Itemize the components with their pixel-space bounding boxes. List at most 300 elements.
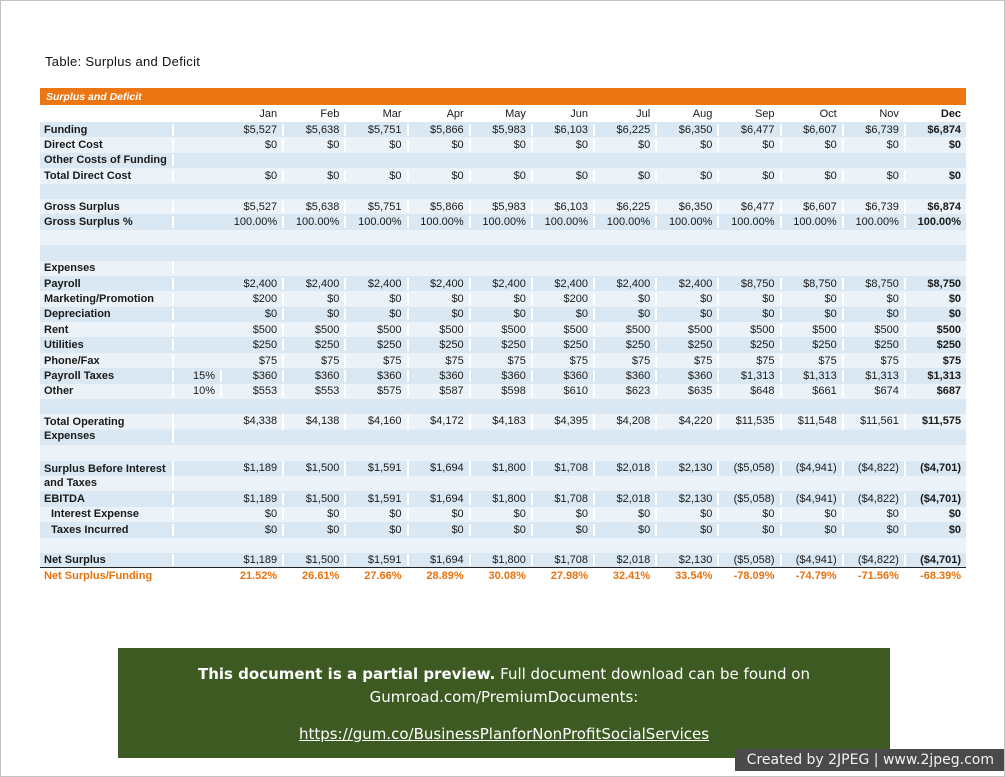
cell-aug: 100.00% — [657, 216, 719, 228]
row-utilities — [40, 337, 966, 352]
cell-nov: -71.56% — [844, 570, 906, 582]
month-header-jun: Jun — [533, 108, 595, 120]
cell-mar: $500 — [346, 324, 408, 336]
cell-mar: $1,591 — [346, 554, 408, 566]
cell-nov: $0 — [844, 308, 906, 320]
cell-feb: $0 — [284, 293, 346, 305]
cell-oct: $0 — [782, 524, 844, 536]
cell-nov: $8,750 — [844, 278, 906, 290]
cell-jul: $2,018 — [595, 461, 657, 476]
preview-banner — [118, 648, 890, 758]
cell-jun: $4,395 — [533, 414, 595, 429]
cell-may: $0 — [471, 308, 533, 320]
cell-oct: $6,607 — [782, 124, 844, 136]
cell-may: $0 — [471, 293, 533, 305]
cell-sep: $75 — [719, 355, 781, 367]
cell-jun: $6,103 — [533, 201, 595, 213]
preview-banner-line2: Gumroad.com/PremiumDocuments: — [369, 688, 639, 706]
cell-mar: $1,591 — [346, 461, 408, 476]
cell-aug: $2,130 — [657, 493, 719, 505]
cell-oct: $0 — [782, 508, 844, 520]
cell-apr: $4,172 — [409, 414, 471, 429]
cell-dec: $0 — [948, 169, 962, 182]
cell-sep: $0 — [719, 139, 781, 151]
cell-feb: $1,500 — [284, 493, 346, 505]
cell-aug: $2,130 — [657, 461, 719, 476]
row-label: Interest Expense — [40, 508, 174, 520]
cell-may: $5,983 — [471, 124, 533, 136]
cell-oct: $250 — [782, 339, 844, 351]
cell-jan: 21.52% — [222, 570, 284, 582]
month-header-jan: Jan — [222, 108, 284, 120]
cell-dec: $0 — [948, 139, 962, 152]
cell-sep: $500 — [719, 324, 781, 336]
cell-jan: $360 — [222, 370, 284, 382]
cell-jun: $75 — [533, 355, 595, 367]
cell-jan: $0 — [222, 524, 284, 536]
cell-nov: $0 — [844, 508, 906, 520]
row-label: Other — [40, 385, 174, 397]
cell-sep: $0 — [719, 308, 781, 320]
cell-jun: $0 — [533, 524, 595, 536]
cell-oct: ($4,941) — [782, 554, 844, 566]
cell-may: $250 — [471, 339, 533, 351]
cell-nov: $75 — [844, 355, 906, 367]
cell-feb: $0 — [284, 170, 346, 182]
cell-nov: $0 — [844, 293, 906, 305]
cell-aug: $2,130 — [657, 554, 719, 566]
row-marketing-promotion — [40, 291, 966, 306]
cell-mar: $575 — [346, 385, 408, 397]
cell-apr: $1,694 — [409, 554, 471, 566]
cell-mar: $0 — [346, 308, 408, 320]
gumroad-link[interactable]: https://gum.co/BusinessPlanforNonProfitSocialServices — [298, 725, 710, 743]
row-label: Net Surplus — [40, 554, 174, 566]
cell-jan: $553 — [222, 385, 284, 397]
cell-jan: $0 — [222, 139, 284, 151]
cell-jul: 32.41% — [595, 570, 657, 582]
cell-sep: $8,750 — [719, 278, 781, 290]
month-header-feb: Feb — [284, 108, 346, 120]
cell-sep: $1,313 — [719, 370, 781, 382]
spacer-row — [40, 399, 966, 414]
cell-jul: $0 — [595, 293, 657, 305]
cell-apr: 100.00% — [409, 216, 471, 228]
cell-jul: $4,208 — [595, 414, 657, 429]
cell-jul: $2,400 — [595, 278, 657, 290]
row-label: Depreciation — [40, 308, 174, 320]
cell-aug: $4,220 — [657, 414, 719, 429]
cell-aug: $0 — [657, 524, 719, 536]
cell-oct: ($4,941) — [782, 461, 844, 476]
cell-nov: 100.00% — [844, 216, 906, 228]
cell-feb: $2,400 — [284, 278, 346, 290]
cell-dec: $500 — [936, 323, 962, 336]
cell-sep: $6,477 — [719, 124, 781, 136]
cell-jan: $1,189 — [222, 554, 284, 566]
cell-apr: $250 — [409, 339, 471, 351]
cell-may: $598 — [471, 385, 533, 397]
cell-sep: $648 — [719, 385, 781, 397]
cell-nov: $6,739 — [844, 201, 906, 213]
cell-may: 100.00% — [471, 216, 533, 228]
preview-banner-rest: Full document download can be found on — [495, 665, 810, 683]
cell-apr: $500 — [409, 324, 471, 336]
cell-oct: $6,607 — [782, 201, 844, 213]
spacer-row — [40, 245, 966, 260]
cell-mar: $0 — [346, 170, 408, 182]
row-gross-surplus — [40, 199, 966, 214]
preview-banner-line1 — [118, 663, 890, 686]
cell-jun: $1,708 — [533, 493, 595, 505]
cell-mar: $360 — [346, 370, 408, 382]
cell-dec: $1,313 — [927, 369, 962, 382]
cell-oct: $0 — [782, 170, 844, 182]
spacer-row — [40, 445, 966, 460]
cell-nov: $0 — [844, 524, 906, 536]
cell-apr: $1,694 — [409, 461, 471, 476]
row-label: Net Surplus/Funding — [40, 570, 174, 582]
cell-jan: $1,189 — [222, 493, 284, 505]
cell-dec: $0 — [948, 292, 962, 305]
row-interest-expense — [40, 507, 966, 522]
row-expenses — [40, 261, 966, 276]
cell-jan: $2,400 — [222, 278, 284, 290]
cell-nov: $6,739 — [844, 124, 906, 136]
cell-jun: $610 — [533, 385, 595, 397]
cell-jun: $1,708 — [533, 461, 595, 476]
row-ebitda — [40, 491, 966, 506]
cell-feb: 26.61% — [284, 570, 346, 582]
cell-may: $4,183 — [471, 414, 533, 429]
row-payroll — [40, 276, 966, 291]
row-label: Funding — [40, 124, 174, 136]
cell-may: $75 — [471, 355, 533, 367]
cell-nov: $0 — [844, 139, 906, 151]
cell-may: $500 — [471, 324, 533, 336]
month-header-dec: Dec — [940, 107, 962, 120]
cell-jan: $200 — [222, 293, 284, 305]
month-header-oct: Oct — [782, 108, 844, 120]
cell-mar: $0 — [346, 508, 408, 520]
cell-may: $360 — [471, 370, 533, 382]
cell-aug: $0 — [657, 293, 719, 305]
cell-feb: 100.00% — [284, 216, 346, 228]
cell-dec: $75 — [942, 354, 962, 367]
cell-feb: $250 — [284, 339, 346, 351]
cell-apr: $0 — [409, 524, 471, 536]
row-label: Surplus Before Interest and Taxes — [40, 461, 174, 490]
cell-feb: $0 — [284, 139, 346, 151]
month-header-row — [40, 105, 966, 122]
cell-jan: 100.00% — [222, 216, 284, 228]
cell-nov: ($4,822) — [844, 554, 906, 566]
month-header-apr: Apr — [409, 108, 471, 120]
cell-dec: $0 — [948, 508, 962, 521]
row-label: Gross Surplus % — [40, 216, 174, 228]
cell-jun: $1,708 — [533, 554, 595, 566]
cell-mar: $2,400 — [346, 278, 408, 290]
cell-dec: $8,750 — [927, 277, 962, 290]
surplus-deficit-table — [40, 88, 966, 584]
row-percent: 10% — [174, 385, 222, 397]
spacer-row — [40, 184, 966, 199]
cell-jan: $0 — [222, 508, 284, 520]
row-label: Other Costs of Funding — [40, 154, 174, 166]
page-title: Table: Surplus and Deficit — [45, 54, 201, 69]
cell-feb: $500 — [284, 324, 346, 336]
spacer-row — [40, 230, 966, 245]
row-percent: 15% — [174, 370, 222, 382]
cell-dec: ($4,701) — [920, 554, 962, 567]
cell-jun: $0 — [533, 170, 595, 182]
cell-aug: $0 — [657, 508, 719, 520]
cell-sep: $0 — [719, 524, 781, 536]
cell-dec: ($4,701) — [920, 493, 962, 506]
cell-feb: $553 — [284, 385, 346, 397]
row-label: Rent — [40, 324, 174, 336]
cell-nov: $1,313 — [844, 370, 906, 382]
cell-sep: 100.00% — [719, 216, 781, 228]
preview-banner-bold: This document is a partial preview. — [197, 665, 496, 683]
cell-jul: $6,225 — [595, 124, 657, 136]
cell-jul: $500 — [595, 324, 657, 336]
cell-oct: $0 — [782, 308, 844, 320]
month-header-sep: Sep — [719, 108, 781, 120]
cell-may: $0 — [471, 170, 533, 182]
cell-jan: $500 — [222, 324, 284, 336]
cell-dec: $0 — [948, 308, 962, 321]
cell-mar: $250 — [346, 339, 408, 351]
cell-aug: $6,350 — [657, 124, 719, 136]
cell-oct: 100.00% — [782, 216, 844, 228]
cell-aug: 33.54% — [657, 570, 719, 582]
cell-aug: $250 — [657, 339, 719, 351]
cell-sep: $0 — [719, 293, 781, 305]
cell-mar: $0 — [346, 139, 408, 151]
cell-jul: $75 — [595, 355, 657, 367]
cell-feb: $1,500 — [284, 461, 346, 476]
cell-oct: ($4,941) — [782, 493, 844, 505]
cell-oct: $0 — [782, 293, 844, 305]
cell-apr: $360 — [409, 370, 471, 382]
cell-dec: $6,874 — [927, 123, 962, 136]
cell-may: $0 — [471, 524, 533, 536]
row-label: EBITDA — [40, 493, 174, 505]
cell-jan: $75 — [222, 355, 284, 367]
row-label: Total Direct Cost — [40, 170, 174, 182]
month-header-jul: Jul — [595, 108, 657, 120]
row-direct-cost — [40, 137, 966, 152]
cell-jan: $1,189 — [222, 461, 284, 476]
cell-aug: $2,400 — [657, 278, 719, 290]
cell-oct: $1,313 — [782, 370, 844, 382]
cell-apr: $2,400 — [409, 278, 471, 290]
row-net-surplus — [40, 553, 966, 568]
row-funding — [40, 122, 966, 137]
cell-dec: $0 — [948, 523, 962, 536]
cell-jul: $623 — [595, 385, 657, 397]
row-gross-surplus — [40, 214, 966, 229]
cell-may: $5,983 — [471, 201, 533, 213]
cell-aug: $0 — [657, 308, 719, 320]
cell-jul: $360 — [595, 370, 657, 382]
cell-mar: $1,591 — [346, 493, 408, 505]
cell-apr: $1,694 — [409, 493, 471, 505]
cell-may: 30.08% — [471, 570, 533, 582]
cell-apr: $0 — [409, 293, 471, 305]
cell-apr: $0 — [409, 308, 471, 320]
cell-apr: $0 — [409, 170, 471, 182]
row-rent — [40, 322, 966, 337]
cell-jul: $250 — [595, 339, 657, 351]
cell-sep: ($5,058) — [719, 493, 781, 505]
cell-dec: ($4,701) — [920, 461, 962, 474]
cell-jul: $0 — [595, 508, 657, 520]
cell-sep: $11,535 — [719, 414, 781, 429]
cell-dec: 100.00% — [917, 216, 962, 229]
cell-jan: $4,338 — [222, 414, 284, 429]
cell-may: $1,800 — [471, 554, 533, 566]
cell-nov: $674 — [844, 385, 906, 397]
cell-jan: $5,527 — [222, 124, 284, 136]
cell-jun: $6,103 — [533, 124, 595, 136]
cell-may: $1,800 — [471, 493, 533, 505]
cell-aug: $6,350 — [657, 201, 719, 213]
cell-oct: $500 — [782, 324, 844, 336]
cell-aug: $500 — [657, 324, 719, 336]
cell-oct: -74.79% — [782, 570, 844, 582]
row-label: Utilities — [40, 339, 174, 351]
cell-jun: $0 — [533, 508, 595, 520]
cell-feb: $75 — [284, 355, 346, 367]
row-label: Taxes Incurred — [40, 524, 174, 536]
table-header-title: Surplus and Deficit — [46, 90, 142, 103]
cell-sep: $6,477 — [719, 201, 781, 213]
row-total-operating-expenses — [40, 414, 966, 445]
row-other-costs-of-funding — [40, 153, 966, 168]
cell-apr: $587 — [409, 385, 471, 397]
cell-sep: -78.09% — [719, 570, 781, 582]
cell-mar: $75 — [346, 355, 408, 367]
spacer-row — [40, 538, 966, 553]
cell-feb: $0 — [284, 308, 346, 320]
cell-jun: $0 — [533, 308, 595, 320]
cell-apr: $75 — [409, 355, 471, 367]
cell-nov: $11,561 — [844, 414, 906, 429]
watermark-credit: Created by 2JPEG | www.2jpeg.com — [735, 749, 1004, 771]
cell-feb: $360 — [284, 370, 346, 382]
row-label: Expenses — [40, 262, 174, 274]
cell-jul: $6,225 — [595, 201, 657, 213]
cell-mar: $5,751 — [346, 124, 408, 136]
cell-jul: $0 — [595, 524, 657, 536]
cell-mar: $5,751 — [346, 201, 408, 213]
cell-nov: ($4,822) — [844, 493, 906, 505]
cell-jun: 100.00% — [533, 216, 595, 228]
cell-may: $1,800 — [471, 461, 533, 476]
row-label: Direct Cost — [40, 139, 174, 151]
row-label: Total Operating Expenses — [40, 414, 174, 443]
row-payroll-taxes — [40, 368, 966, 383]
row-surplus-before-interest-and-taxes — [40, 461, 966, 492]
cell-oct: $8,750 — [782, 278, 844, 290]
cell-oct: $0 — [782, 139, 844, 151]
cell-feb: $0 — [284, 508, 346, 520]
cell-mar: $0 — [346, 524, 408, 536]
cell-apr: $0 — [409, 508, 471, 520]
cell-apr: 28.89% — [409, 570, 471, 582]
cell-dec: $6,874 — [927, 200, 962, 213]
cell-jun: $0 — [533, 139, 595, 151]
cell-feb: $4,138 — [284, 414, 346, 429]
cell-oct: $75 — [782, 355, 844, 367]
cell-oct: $661 — [782, 385, 844, 397]
row-total-direct-cost — [40, 168, 966, 183]
row-label: Payroll Taxes — [40, 370, 174, 382]
cell-apr: $5,866 — [409, 201, 471, 213]
cell-jul: $2,018 — [595, 554, 657, 566]
row-other — [40, 384, 966, 399]
cell-nov: $250 — [844, 339, 906, 351]
month-header-mar: Mar — [346, 108, 408, 120]
cell-apr: $5,866 — [409, 124, 471, 136]
cell-jun: $500 — [533, 324, 595, 336]
cell-sep: $0 — [719, 170, 781, 182]
cell-jun: $250 — [533, 339, 595, 351]
cell-may: $0 — [471, 508, 533, 520]
month-header-aug: Aug — [657, 108, 719, 120]
month-header-may: May — [471, 108, 533, 120]
row-label: Phone/Fax — [40, 355, 174, 367]
cell-dec: $250 — [936, 339, 962, 352]
cell-mar: 27.66% — [346, 570, 408, 582]
cell-jan: $5,527 — [222, 201, 284, 213]
cell-jul: $0 — [595, 139, 657, 151]
cell-jul: $0 — [595, 170, 657, 182]
cell-nov: $0 — [844, 170, 906, 182]
cell-dec: -68.39% — [920, 570, 962, 583]
table-header-bar — [40, 88, 966, 105]
cell-sep: $0 — [719, 508, 781, 520]
row-label: Gross Surplus — [40, 201, 174, 213]
cell-nov: $500 — [844, 324, 906, 336]
cell-nov: ($4,822) — [844, 461, 906, 476]
cell-feb: $5,638 — [284, 124, 346, 136]
cell-jul: $0 — [595, 308, 657, 320]
cell-aug: $0 — [657, 139, 719, 151]
cell-feb: $1,500 — [284, 554, 346, 566]
cell-jun: $200 — [533, 293, 595, 305]
row-label: Marketing/Promotion — [40, 293, 174, 305]
cell-dec: $687 — [936, 385, 962, 398]
cell-mar: $0 — [346, 293, 408, 305]
cell-jun: $360 — [533, 370, 595, 382]
cell-jan: $250 — [222, 339, 284, 351]
cell-aug: $635 — [657, 385, 719, 397]
cell-oct: $11,548 — [782, 414, 844, 429]
cell-apr: $0 — [409, 139, 471, 151]
cell-may: $2,400 — [471, 278, 533, 290]
cell-aug: $75 — [657, 355, 719, 367]
cell-aug: $360 — [657, 370, 719, 382]
row-label: Payroll — [40, 278, 174, 290]
cell-feb: $5,638 — [284, 201, 346, 213]
cell-sep: $250 — [719, 339, 781, 351]
cell-sep: ($5,058) — [719, 554, 781, 566]
cell-jan: $0 — [222, 170, 284, 182]
cell-mar: $4,160 — [346, 414, 408, 429]
